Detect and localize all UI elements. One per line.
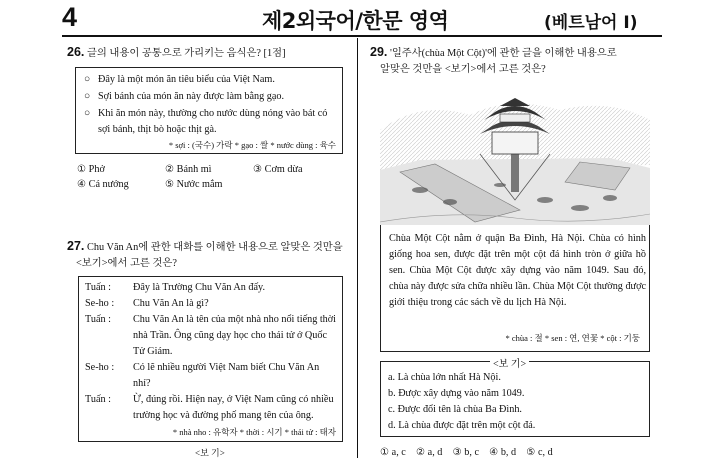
question-26: [67, 44, 347, 62]
bogi-item-d: d. Là chùa được đặt trên một cột đá.: [388, 420, 536, 431]
question-text: '일주사(chùa Một Cột)'에 관한 글을 이해한 내용으로: [389, 48, 617, 59]
list-item: ○ Sợi bánh của món ăn này được làm bằng gạo.: [84, 91, 285, 102]
choice-4[interactable]: ④ Cá nướng: [77, 179, 129, 190]
passage-box-26: [75, 67, 343, 154]
dialog-line: Tuấn : Ừ, đúng rồi. Hiện nay, ở Việt Nam cũng có nhiều trường học và đường phố mang tên của ông.: [85, 394, 334, 421]
answer-choices-29[interactable]: ① a, c ② a, d ③ b, c ④ b, d ⑤ c, d: [380, 447, 553, 458]
question-29: [370, 44, 655, 78]
bogi-title-27: <보 기>: [195, 448, 225, 458]
stone-pillar: [511, 152, 519, 192]
column-divider: [357, 38, 358, 458]
question-number: 26.: [67, 45, 85, 59]
question-text: Chu Văn An에 관한 대화를 이해한 내용으로 알맞은 것만을: [86, 242, 343, 253]
pagoda-body: [492, 132, 538, 154]
glossary-29: * chùa : 절 * sen : 연, 연꽃 * cột : 기둥: [505, 333, 640, 343]
list-item: ○ Đây là một món ăn tiêu biểu của Việt Nam.: [84, 74, 275, 85]
choice-5[interactable]: ⑤ Nước mắm: [165, 179, 223, 190]
pagoda-illustration: [380, 90, 650, 225]
question-27: [67, 238, 352, 272]
subject-subtitle: (베트남어 I): [544, 13, 638, 33]
header-rule: [62, 35, 662, 37]
choice-3[interactable]: ③ Cơm dừa: [253, 164, 303, 175]
question-text-2: 알맞은 것만을 <보기>에서 고른 것은?: [380, 64, 546, 75]
question-number: 27.: [67, 239, 85, 253]
dialog-line: Tuấn : Chu Văn An là tên của một nhà nho nổi tiếng thời nhà Trần. Ông cũng dạy học cho thái tử ở Quốc Tử Giám.: [85, 314, 336, 357]
list-item: ○ Khi ăn món này, thường cho nước dùng nóng vào bát có sợi bánh, thịt bò hoặc thịt gà.: [84, 108, 328, 135]
page-number: 4: [62, 2, 78, 32]
question-text: 글의 내용이 공통으로 가리키는 음식은? [1점]: [86, 48, 286, 59]
glossary: * sợi : (국수) 가락 * gạo : 쌀 * nước dùng : 육수: [168, 140, 336, 150]
passage-text-29: Chùa Một Cột nằm ở quận Ba Đình, Hà Nội. Chùa có hình giống hoa sen, được đặt trên một cột đá hình tròn ở giữa hồ sen. Chùa Một Cột được xây dựng vào năm 1049. Sau đó, chùa này được sửa chữa nhiều lần. Chùa Một Cột thường được giới thiệu trong các sách về du lịch Hà Nội.: [389, 233, 646, 308]
dialog-line: Se-ho : Chu Văn An là gì?: [85, 298, 209, 309]
bogi-item-a: a. Là chùa lớn nhất Hà Nội.: [388, 372, 501, 383]
subject-title: 제2외국어/한문 영역: [262, 9, 449, 33]
bogi-box-29: [380, 361, 650, 437]
dialog-box-27: [78, 276, 343, 442]
dialog-line: Se-ho : Có lẽ nhiều người Việt Nam biết Chu Văn An nhỉ?: [85, 362, 320, 389]
answer-choices-26: [77, 162, 357, 192]
question-number: 29.: [370, 45, 388, 59]
glossary: * nhà nho : 유학자 * thời : 시기 * thái tử : 태자: [172, 427, 336, 437]
choice-1[interactable]: ① Phở: [77, 164, 105, 175]
question-text-2: <보기>에서 고른 것은?: [76, 258, 177, 269]
bogi-title-29: <보 기>: [490, 355, 529, 370]
bogi-item-b: b. Được xây dựng vào năm 1049.: [388, 388, 525, 399]
bogi-item-c: c. Được đổi tên là chùa Ba Đình.: [388, 404, 522, 415]
choice-2[interactable]: ② Bánh mì: [165, 164, 212, 175]
dialog-line: Tuấn : Đây là Trường Chu Văn An đấy.: [85, 282, 266, 293]
